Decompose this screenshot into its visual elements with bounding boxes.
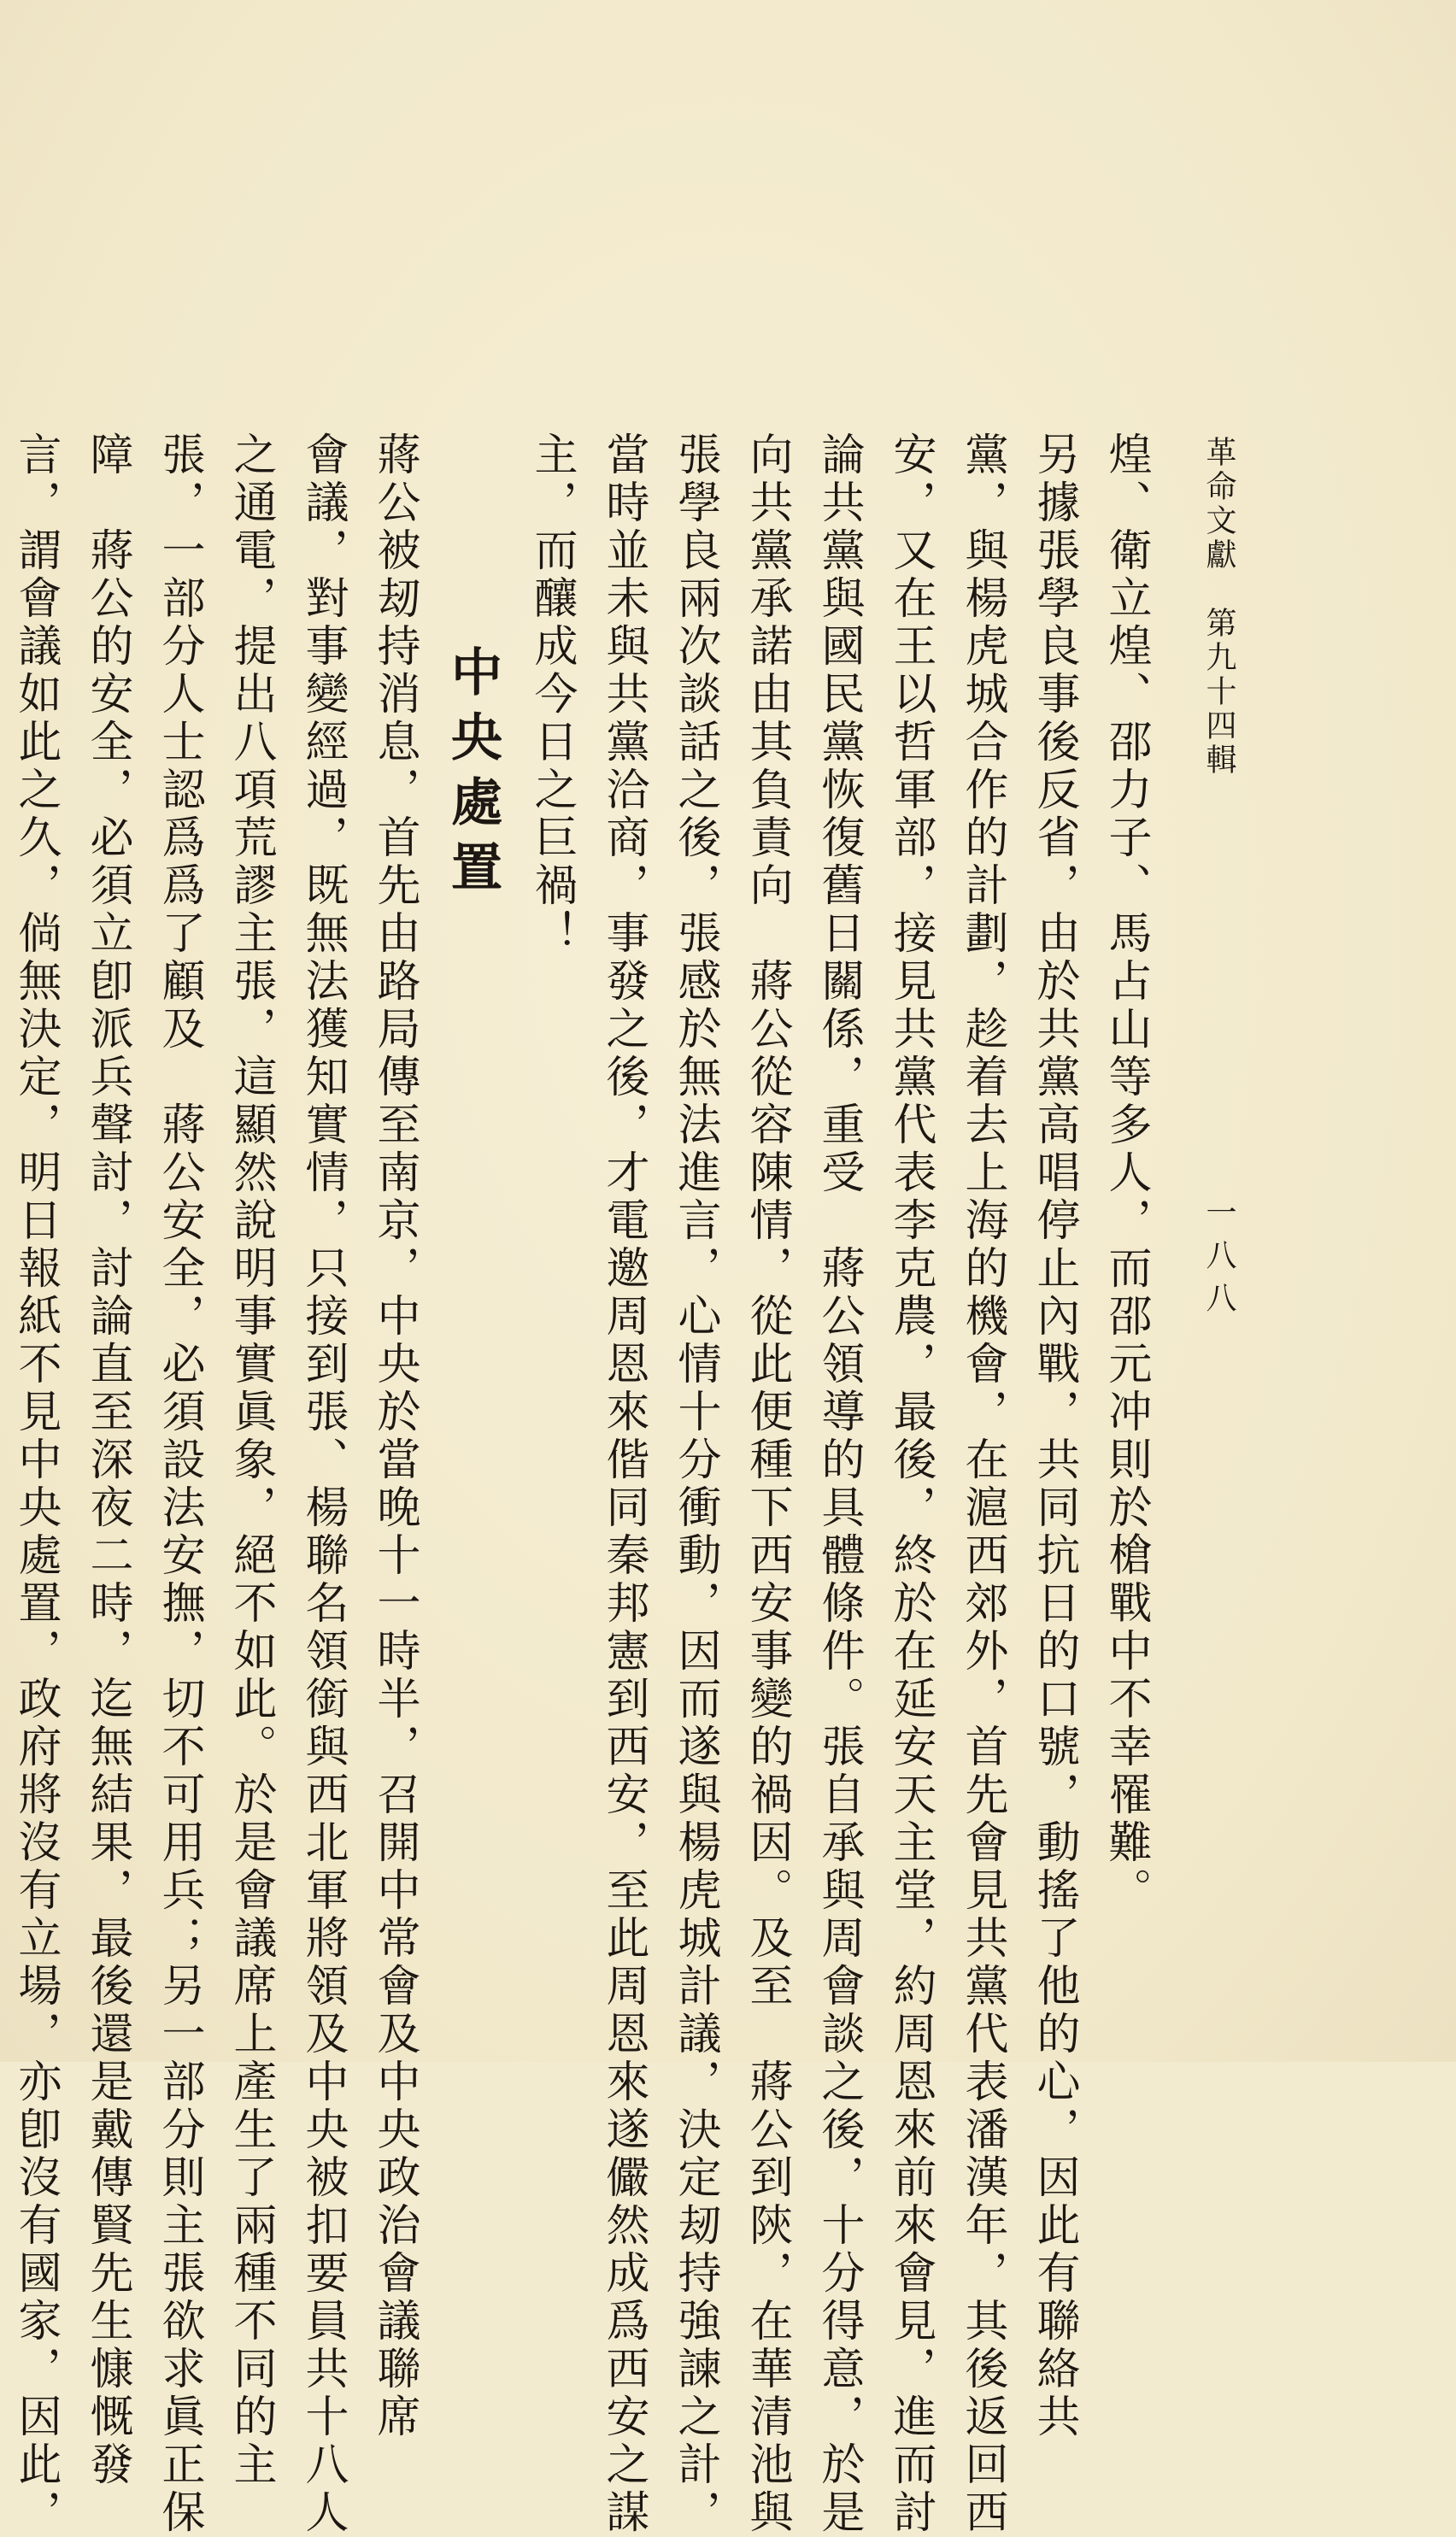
body-text [0,432,1161,2537]
text-column: 煌、衛立煌、邵力子、馬占山等多人，而邵元冲則於槍戰中不幸罹難。 [1101,432,1151,1915]
running-title: 革命文獻 第九十四輯 [1201,436,1236,778]
text-column: 張學良兩次談話之後，張感於無法進言，心情十分衝動，因而遂與楊虎城計議，決定刼持強諫之計， [670,432,720,2537]
text-column: 主，而釀成今日之巨禍！ [526,432,577,958]
text-column: 當時並未與共黨洽商，事發之後，才電邀周恩來偕同秦邦憲到西安，至此周恩來遂儼然成爲西安之謀 [598,432,649,2537]
page-number: 一八八 [1201,1196,1236,1324]
text-column: 會議，對事變經過，既無法獲知實情，只接到張、楊聯名領銜與西北軍將領及中央被扣要員共十八人 [297,432,348,2537]
text-column: 障 蔣公的安全，必須立卽派兵聲討，討論直至深夜二時，迄無結果，最後還是戴傳賢先生慷慨發 [82,432,132,2489]
text-column: 言，謂會議如此之久，倘無決定，明日報紙不見中央處置，政府將沒有立場，亦卽沒有國家，因此， [10,432,61,2537]
text-column: 另據張學良事後反省，由於共黨高唱停止內戰，共同抗日的口號，動搖了他的心，因此有聯絡共 [1029,432,1079,2441]
text-column: 之通電，提出八項荒謬主張，這顯然說明事實眞象，絕不如此。於是會議席上產生了兩種不同的主 [226,432,276,2489]
text-column: 張，一部分人士認爲爲了顧及 蔣公安全，必須設法安撫，切不可用兵；另一部分則主張欲求眞正保 [154,432,204,2537]
text-column: 向共黨承諾由其負責向 蔣公從容陳情，從此便種下西安事變的禍因。及至 蔣公到陝，在華清池與 [742,432,792,2537]
text-column: 安，又在王以哲軍部，接見共黨代表李克農，最後，終於在延安天主堂，約周恩來前來會見，進而討 [885,432,936,2537]
text-column: 黨，與楊虎城合作的計劃，趁着去上海的機會，在滬西郊外，首先會見共黨代表潘漢年，其後返回西 [957,432,1007,2537]
text-column: 蔣公被刼持消息，首先由路局傳至南京，中央於當晚十一時半，召開中常會及中央政治會議聯席 [369,432,420,2441]
text-column: 論共黨與國民黨恢復舊日關係，重受 蔣公領導的具體條件。張自承與周會談之後，十分得意，於是 [813,432,864,2537]
section-heading: 中央處置 [443,645,502,905]
